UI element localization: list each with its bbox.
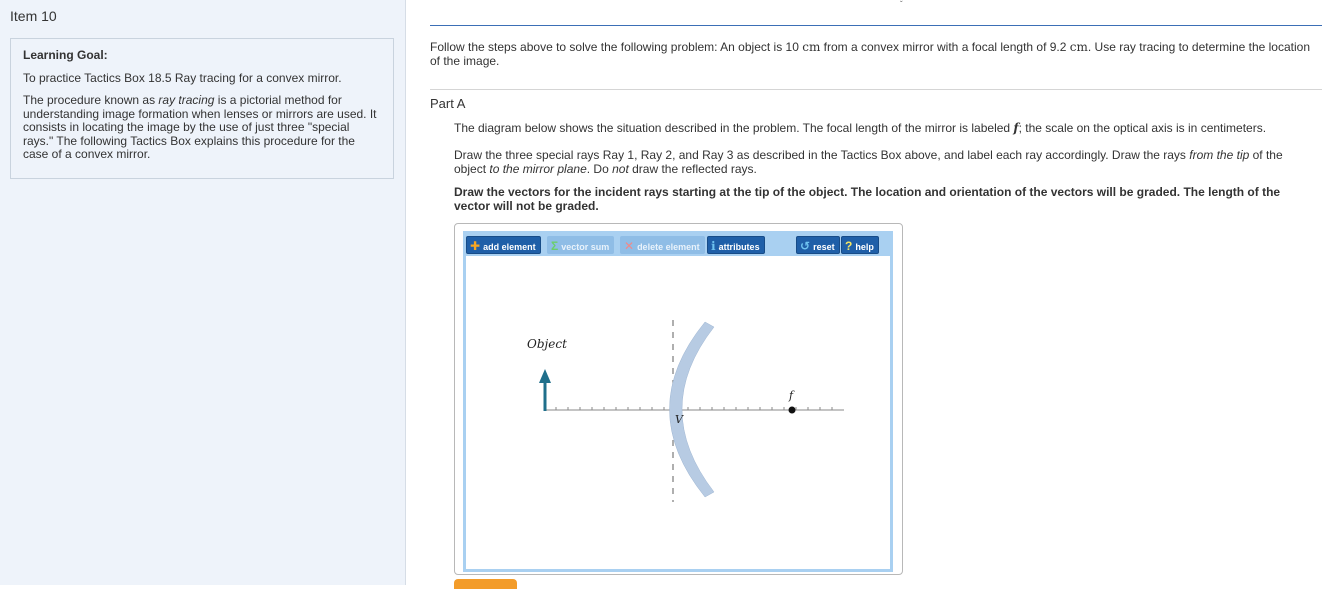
reset-button[interactable]: ↺ reset — [796, 236, 840, 254]
delete-element-button[interactable]: ✕ delete element — [620, 236, 705, 254]
reset-icon: ↺ — [800, 239, 811, 253]
section-divider — [430, 89, 1322, 90]
focal-label: f — [789, 389, 794, 402]
drawing-canvas[interactable] — [466, 256, 890, 569]
focal-point — [789, 407, 796, 414]
question-icon: ? — [845, 239, 853, 253]
object-arrow-head[interactable] — [539, 369, 551, 383]
learning-goal-description: The procedure known as ray tracing is a pictorial method for understanding image formation when lenses or mirrors are used. It consists in locating the image by the use of just three "special rays." The following Tactics Box explains this procedure for the case of a convex mirror. — [23, 93, 377, 161]
vertex-label: V — [675, 413, 683, 426]
left-panel — [0, 0, 406, 585]
sigma-icon: Σ — [551, 239, 559, 253]
submit-button[interactable] — [454, 579, 517, 589]
attributes-button[interactable]: ℹ attributes — [707, 236, 765, 254]
drawing-tool-inner — [463, 231, 893, 572]
focal-symbol: f — [1013, 121, 1019, 135]
learning-goal-title: Learning Goal: — [23, 48, 108, 62]
drawing-toolbar — [466, 234, 890, 256]
item-title: Item 10 — [10, 8, 57, 24]
vector-sum-button[interactable]: Σ vector sum — [547, 236, 614, 254]
x-icon: ✕ — [624, 239, 635, 253]
part-a-instruction-1: The diagram below shows the situation described in the problem. The focal length of the mirror is labeled f; the scale on the optical axis is in centimeters. — [454, 121, 1267, 135]
part-a-instruction-3: Draw the vectors for the incident rays starting at the tip of the object. The location and orientation of the vectors will be graded. The length of the vector will not be graded. — [454, 185, 1281, 213]
unit-cm: cm — [802, 40, 821, 54]
part-a-heading[interactable]: Part A — [430, 96, 466, 111]
problem-intro: Follow the steps above to solve the following problem: An object is 10 cm from a convex mirror with a focal length of 9.2 cm. Use ray tracing to determine the location of the image. — [430, 40, 1311, 68]
drawing-tool — [454, 223, 903, 575]
top-divider — [430, 25, 1322, 26]
learning-goal-text: To practice Tactics Box 18.5 Ray tracing for a convex mirror. — [23, 70, 342, 85]
add-element-button[interactable]: ✚ add element — [466, 236, 541, 254]
help-button[interactable]: ? help — [841, 236, 879, 254]
plus-icon: ✚ — [470, 239, 481, 253]
main-content — [406, 0, 1344, 585]
learning-goal-box — [10, 38, 394, 179]
object-label: Object — [527, 337, 567, 351]
scroll-marker: ˇ — [900, 0, 903, 9]
part-a-instruction-2: Draw the three special rays Ray 1, Ray 2, and Ray 3 as described in the Tactics Box above, and label each ray accordingly. Draw the rays from the tip of the object to the mirror plane. Do not draw the reflected rays. — [454, 148, 1283, 176]
unit-cm: cm — [1069, 40, 1088, 54]
info-icon: ℹ — [711, 239, 716, 253]
